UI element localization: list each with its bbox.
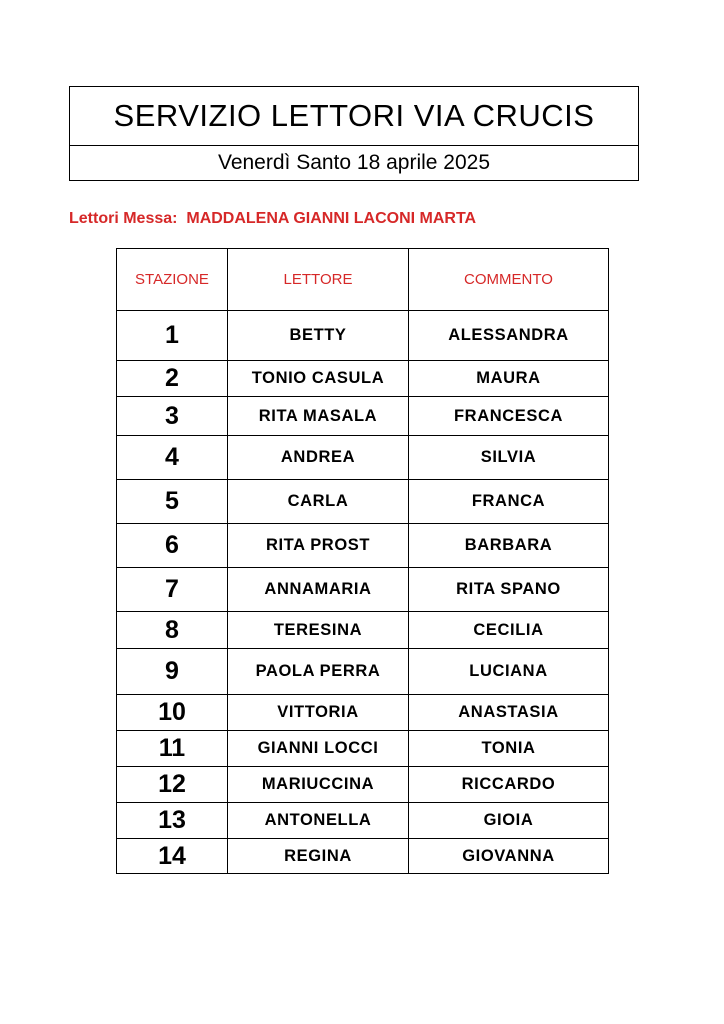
lettore-cell: BETTY bbox=[228, 311, 409, 361]
readers-table bbox=[116, 248, 609, 874]
lettore-cell: CARLA bbox=[228, 480, 409, 524]
stazione-cell: 1 bbox=[117, 311, 228, 361]
table-row bbox=[117, 839, 609, 874]
stazione-cell: 9 bbox=[117, 649, 228, 695]
table-row bbox=[117, 767, 609, 803]
commento-cell: GIOVANNA bbox=[409, 839, 609, 874]
stazione-cell: 8 bbox=[117, 612, 228, 649]
stazione-cell: 11 bbox=[117, 731, 228, 767]
lettore-cell: MARIUCCINA bbox=[228, 767, 409, 803]
commento-cell: FRANCESCA bbox=[409, 397, 609, 436]
stazione-cell: 12 bbox=[117, 767, 228, 803]
commento-cell: FRANCA bbox=[409, 480, 609, 524]
commento-cell: SILVIA bbox=[409, 436, 609, 480]
commento-cell: LUCIANA bbox=[409, 649, 609, 695]
commento-cell: RITA SPANO bbox=[409, 568, 609, 612]
commento-cell: RICCARDO bbox=[409, 767, 609, 803]
table-row bbox=[117, 397, 609, 436]
commento-cell: TONIA bbox=[409, 731, 609, 767]
title-box bbox=[69, 86, 639, 181]
lettore-cell: GIANNI LOCCI bbox=[228, 731, 409, 767]
lettore-cell: RITA MASALA bbox=[228, 397, 409, 436]
commento-cell: ANASTASIA bbox=[409, 695, 609, 731]
lettore-cell: REGINA bbox=[228, 839, 409, 874]
header-stazione: STAZIONE bbox=[117, 249, 228, 311]
lettore-cell: RITA PROST bbox=[228, 524, 409, 568]
commento-cell: CECILIA bbox=[409, 612, 609, 649]
table-row bbox=[117, 612, 609, 649]
page-subtitle: Venerdì Santo 18 aprile 2025 bbox=[217, 151, 491, 174]
table-row bbox=[117, 731, 609, 767]
lettore-cell: ANNAMARIA bbox=[228, 568, 409, 612]
table-header-row bbox=[117, 249, 609, 311]
stazione-cell: 13 bbox=[117, 803, 228, 839]
table-row bbox=[117, 803, 609, 839]
stazione-cell: 10 bbox=[117, 695, 228, 731]
table-row bbox=[117, 480, 609, 524]
stazione-cell: 2 bbox=[117, 361, 228, 397]
lettore-cell: TERESINA bbox=[228, 612, 409, 649]
table-row bbox=[117, 361, 609, 397]
header-commento: COMMENTO bbox=[409, 249, 609, 311]
table-row bbox=[117, 568, 609, 612]
stazione-cell: 4 bbox=[117, 436, 228, 480]
header-lettore: LETTORE bbox=[228, 249, 409, 311]
stazione-cell: 5 bbox=[117, 480, 228, 524]
page-title: SERVIZIO LETTORI VIA CRUCIS bbox=[70, 87, 638, 146]
table-body bbox=[117, 311, 609, 874]
table-row bbox=[117, 695, 609, 731]
commento-cell: ALESSANDRA bbox=[409, 311, 609, 361]
table-row bbox=[117, 524, 609, 568]
table-row bbox=[117, 649, 609, 695]
commento-cell: GIOIA bbox=[409, 803, 609, 839]
commento-cell: BARBARA bbox=[409, 524, 609, 568]
stazione-cell: 14 bbox=[117, 839, 228, 874]
stazione-cell: 3 bbox=[117, 397, 228, 436]
table-row bbox=[117, 436, 609, 480]
lettore-cell: TONIO CASULA bbox=[228, 361, 409, 397]
table-row bbox=[117, 311, 609, 361]
stazione-cell: 7 bbox=[117, 568, 228, 612]
lettore-cell: VITTORIA bbox=[228, 695, 409, 731]
lettori-messa-line: Lettori Messa: MADDALENA GIANNI LACONI MARTA bbox=[69, 210, 477, 227]
lettore-cell: ANDREA bbox=[228, 436, 409, 480]
lettore-cell: PAOLA PERRA bbox=[228, 649, 409, 695]
stazione-cell: 6 bbox=[117, 524, 228, 568]
lettore-cell: ANTONELLA bbox=[228, 803, 409, 839]
commento-cell: MAURA bbox=[409, 361, 609, 397]
